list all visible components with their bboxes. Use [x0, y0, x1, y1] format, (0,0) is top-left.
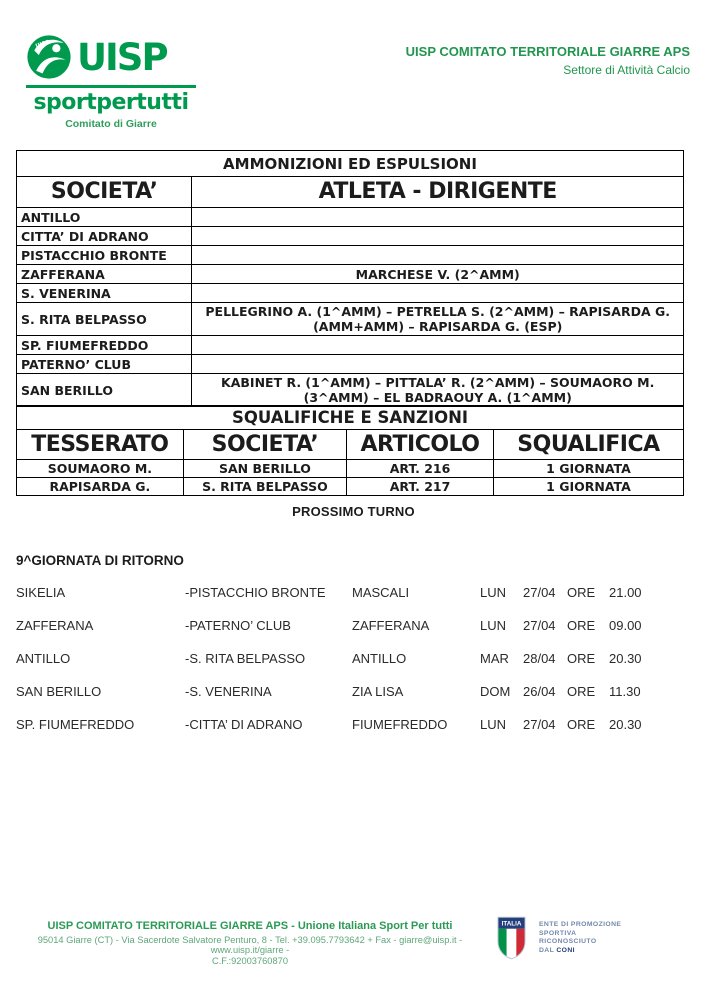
table-row	[17, 303, 684, 336]
org-sector: Settore di Attività Calcio	[563, 63, 690, 77]
day: DOM	[480, 684, 511, 699]
col-header-articolo: ARTICOLO	[347, 430, 494, 460]
ore-label: ORE	[567, 651, 596, 666]
day: LUN	[480, 618, 507, 633]
table-row	[17, 246, 684, 265]
home-team: ANTILLO	[16, 651, 71, 666]
footer-address: 95014 Giarre (CT) - Via Sacerdote Salvatore Penturo, 8 - Tel. +39.095.7793642 + Fax - giarre@uisp.it - www.uisp.it/giarre -	[37, 935, 463, 955]
kickoff-time: 11.30	[609, 684, 641, 699]
societa-cell: ZAFFERANA	[17, 265, 192, 284]
date: 26/04	[523, 684, 556, 699]
squalifica-cell: 1 GIORNATA	[493, 478, 683, 496]
date: 27/04	[523, 618, 556, 633]
coni-line-prefix: DAL	[539, 946, 557, 954]
sanctions-tables	[16, 150, 684, 496]
ammonizioni-table	[16, 150, 684, 407]
table-row	[17, 336, 684, 355]
venue: ZIA LISA	[352, 684, 404, 699]
footer-org-name: UISP COMITATO TERRITORIALE GIARRE APS - Unione Italiana Sport Per tutti	[47, 920, 453, 932]
kickoff-time: 20.30	[609, 717, 642, 732]
home-team: SP. FIUMEFREDDO	[16, 717, 135, 732]
table-row	[17, 374, 684, 407]
atleta-cell	[192, 246, 684, 265]
ore-label: ORE	[567, 717, 596, 732]
italia-shield-icon	[497, 916, 526, 965]
ore-label: ORE	[567, 618, 596, 633]
atleta-cell	[192, 284, 684, 303]
venue: MASCALI	[352, 585, 410, 600]
next-round-title: PROSSIMO TURNO	[292, 504, 415, 519]
col-header-societa: SOCIETA’	[17, 177, 192, 208]
col-header-squalifica: SQUALIFICA	[493, 430, 683, 460]
day: LUN	[480, 585, 507, 600]
atleta-cell	[192, 208, 684, 227]
venue: ANTILLO	[352, 651, 407, 666]
ammonizioni-title: AMMONIZIONI ED ESPULSIONI	[17, 151, 684, 177]
day: LUN	[480, 717, 507, 732]
table-row	[17, 208, 684, 227]
squalifiche-table	[16, 405, 684, 496]
ore-label: ORE	[567, 585, 596, 600]
ore-label: ORE	[567, 684, 596, 699]
atleta-cell: KABINET R. (1^AMM) – PITTALA’ R. (2^AMM) – SOUMAORO M. (3^AMM) – EL BADRAOUY A. (1^AMM)	[192, 374, 684, 407]
away-team: -S. VENERINA	[185, 684, 272, 699]
atleta-cell	[192, 227, 684, 246]
away-team: -CITTA’ DI ADRANO	[185, 717, 303, 732]
venue: FIUMEFREDDO	[352, 717, 448, 732]
home-team: SIKELIA	[16, 585, 66, 600]
atleta-cell	[192, 336, 684, 355]
fixture-row	[16, 717, 686, 750]
date: 27/04	[523, 585, 556, 600]
articolo-cell: ART. 217	[347, 478, 494, 496]
date: 28/04	[523, 651, 556, 666]
societa-cell: SP. FIUMEFREDDO	[17, 336, 192, 355]
atleta-cell: MARCHESE V. (2^AMM)	[192, 265, 684, 284]
squalifiche-title-row	[17, 406, 684, 430]
uisp-emblem-label: UISP	[34, 39, 51, 50]
table-row	[17, 265, 684, 284]
col-header-societa2: SOCIETA’	[183, 430, 346, 460]
coni-line: RICONOSCIUTO	[539, 938, 597, 946]
away-team: -PISTACCHIO BRONTE	[185, 585, 326, 600]
table-row	[17, 478, 684, 496]
home-team: SAN BERILLO	[16, 684, 102, 699]
uisp-logo	[26, 34, 196, 130]
logo-divider	[26, 85, 196, 88]
coni-recognition	[539, 921, 621, 955]
atleta-cell	[192, 355, 684, 374]
shield-label: ITALIA	[501, 920, 522, 928]
coni-line	[539, 947, 621, 956]
table-row	[17, 284, 684, 303]
round-heading: 9^GIORNATA DI RITORNO	[16, 553, 184, 568]
kickoff-time: 21.00	[609, 585, 642, 600]
societa-cell: SAN BERILLO	[183, 460, 346, 478]
fixture-row	[16, 684, 686, 717]
articolo-cell: ART. 216	[347, 460, 494, 478]
societa-cell: PATERNO’ CLUB	[17, 355, 192, 374]
squalifica-cell: 1 GIORNATA	[493, 460, 683, 478]
kickoff-time: 09.00	[609, 618, 642, 633]
coni-bold-label: CONI	[556, 946, 575, 954]
uisp-logo-row	[26, 34, 196, 80]
venue: ZAFFERANA	[352, 618, 430, 633]
away-team: -PATERNO’ CLUB	[185, 618, 291, 633]
ammonizioni-header-row	[17, 177, 684, 208]
societa-cell: S. VENERINA	[17, 284, 192, 303]
squalifiche-title: SQUALIFICHE E SANZIONI	[17, 406, 684, 430]
fixtures-list	[16, 585, 686, 750]
col-header-tesserato: TESSERATO	[17, 430, 184, 460]
logo-committee: Comitato di Giarre	[65, 118, 157, 131]
table-row	[17, 227, 684, 246]
table-row	[17, 460, 684, 478]
org-name: UISP COMITATO TERRITORIALE GIARRE APS	[405, 44, 690, 59]
coni-line: ENTE DI PROMOZIONE	[539, 921, 622, 928]
squalifiche-header-row	[17, 430, 684, 460]
fixture-row	[16, 618, 686, 651]
date: 27/04	[523, 717, 556, 732]
societa-cell: S. RITA BELPASSO	[183, 478, 346, 496]
org-header	[406, 44, 690, 77]
fixture-row	[16, 585, 686, 618]
societa-cell: CITTA’ DI ADRANO	[17, 227, 192, 246]
fixture-row	[16, 651, 686, 684]
societa-cell: ANTILLO	[17, 208, 192, 227]
ammonizioni-title-row	[17, 151, 684, 177]
col-header-atleta: ATLETA - DIRIGENTE	[192, 177, 684, 208]
home-team: ZAFFERANA	[16, 618, 94, 633]
coni-line: SPORTIVA	[539, 929, 577, 937]
away-team: -S. RITA BELPASSO	[185, 651, 306, 666]
day: MAR	[480, 651, 509, 666]
footer-fiscal-code: C.F.:92003760870	[212, 956, 288, 966]
kickoff-time: 20.30	[609, 651, 642, 666]
societa-cell: SAN BERILLO	[17, 374, 192, 407]
societa-cell: PISTACCHIO BRONTE	[17, 246, 192, 265]
logo-subtitle: sportpertutti	[33, 90, 189, 115]
footer-contact	[30, 920, 470, 966]
tesserato-cell: SOUMAORO M.	[17, 460, 184, 478]
uisp-wordmark: UISP	[77, 35, 167, 79]
uisp-emblem-icon	[26, 34, 72, 80]
societa-cell: S. RITA BELPASSO	[17, 303, 192, 336]
atleta-cell: PELLEGRINO A. (1^AMM) – PETRELLA S. (2^AMM) – RAPISARDA G. (AMM+AMM) – RAPISARDA G. (ESP)	[192, 303, 684, 336]
table-row	[17, 355, 684, 374]
tesserato-cell: RAPISARDA G.	[17, 478, 184, 496]
